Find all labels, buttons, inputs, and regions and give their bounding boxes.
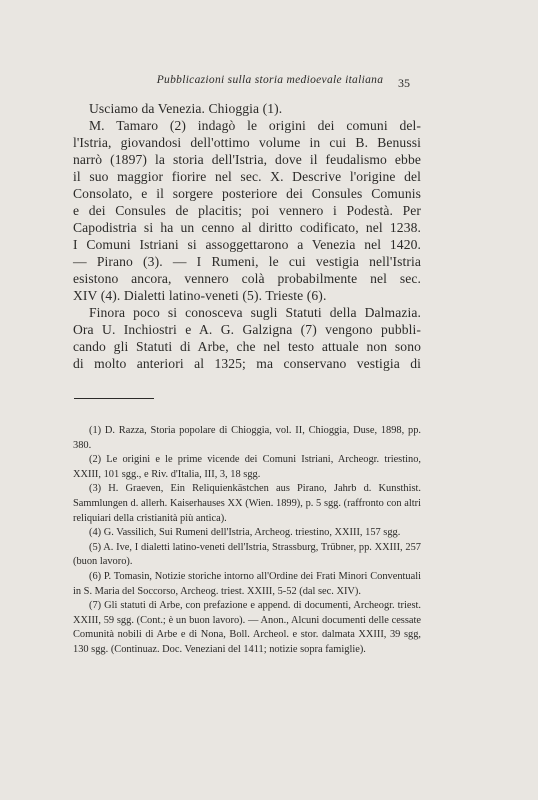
text-line: — Pirano (3). — I Rumeni, le cui vestigia nell'Istria xyxy=(73,254,421,269)
text-line: cando gli Statuti di Arbe, che nel testo attuale non sono xyxy=(73,339,421,354)
text-line: narrò (1897) la storia dell'Istria, dove il feudalismo ebbe xyxy=(73,152,421,167)
footnote: (6) P. Tomasin, Notizie storiche intorno all'Ordine dei Frati Minori Conventuali in S. Maria del Soccorso, Archeog. triest. XXIII, 5-52 (dal sec. XIV). xyxy=(73,570,421,597)
running-header: Pubblicazioni sulla storia medioevale italiana xyxy=(156,74,384,86)
text-line: XIV (4). Dialetti latino-veneti (5). Trieste (6). xyxy=(73,288,327,303)
footnote: (2) Le origini e le prime vicende dei Comuni Istriani, Archeogr. triestino, XXIII, 101 sgg., e Riv. d'Italia, III, 3, 18 sgg. xyxy=(73,454,421,480)
text-line: di molto anteriori al 1325; ma conservano vestigia di xyxy=(73,356,421,371)
text-line: Usciamo da Venezia. Chioggia (1). xyxy=(89,101,283,116)
text-line: esistono ancora, vennero colà probabilmente nel sec. xyxy=(73,271,421,286)
footnote: (1) D. Razza, Storia popolare di Chioggia, vol. II, Chioggia, Duse, 1898, pp. 380. xyxy=(73,425,421,451)
text-line: Capodistria si ha un cenno al diritto codificato, nel 1238. xyxy=(73,220,421,235)
footnote: (4) G. Vassilich, Sui Rumeni dell'Istria, Archeog. triestino, XXIII, 157 sgg. xyxy=(89,527,401,539)
main-text xyxy=(73,100,421,372)
text-line: M. Tamaro (2) indagò le origini dei comuni del- xyxy=(89,118,421,133)
footnotes xyxy=(73,424,421,658)
text-line: e dei Consules de placitis; poi vennero i Podestà. Per xyxy=(73,203,421,218)
footnote-divider xyxy=(74,398,154,399)
text-line: il suo maggior fiorire nel sec. X. Descrive l'origine del xyxy=(73,169,421,184)
text-line: Consolato, e il sorgere posteriore dei Consules Comunis xyxy=(73,186,421,201)
footnote: (7) Gli statuti di Arbe, con prefazione e append. di documenti, Archeogr. triest. XXIII, 59 sgg. (Cont.; è un buon lavoro). — Anon., Alcuni documenti delle cessate Comunità nobili di Arbe e di Nona, Boll. Archeol. e stor. dalmata XXIII, 39 sgg, 130 sgg. (Continuaz. Doc. Veneziani del 1411; notizie sopra famiglie). xyxy=(73,600,421,655)
footnote: (3) H. Graeven, Ein Reliquienkästchen aus Pirano, Jahrb d. Kunsthist. Sammlungen d. allerh. Kaiserhauses XX (Wien. 1899), p. 5 sgg. (raffronto con altri reliquiari della cristianità più antica). xyxy=(73,483,421,524)
page-number: 35 xyxy=(398,76,410,90)
text-line: l'Istria, giovandosi dell'ottimo volume in cui B. Benussi xyxy=(73,135,421,150)
text-line: Finora poco si conosceva sugli Statuti della Dalmazia. xyxy=(89,305,421,320)
text-line: I Comuni Istriani si assoggettarono a Venezia nel 1420. xyxy=(73,237,421,252)
text-line: Ora U. Inchiostri e A. G. Galzigna (7) vengono pubbli- xyxy=(73,322,421,337)
footnote: (5) A. Ive, I dialetti latino-veneti dell'Istria, Strassburg, Trübner, pp. XXIII, 257 (buon lavoro). xyxy=(73,541,421,568)
